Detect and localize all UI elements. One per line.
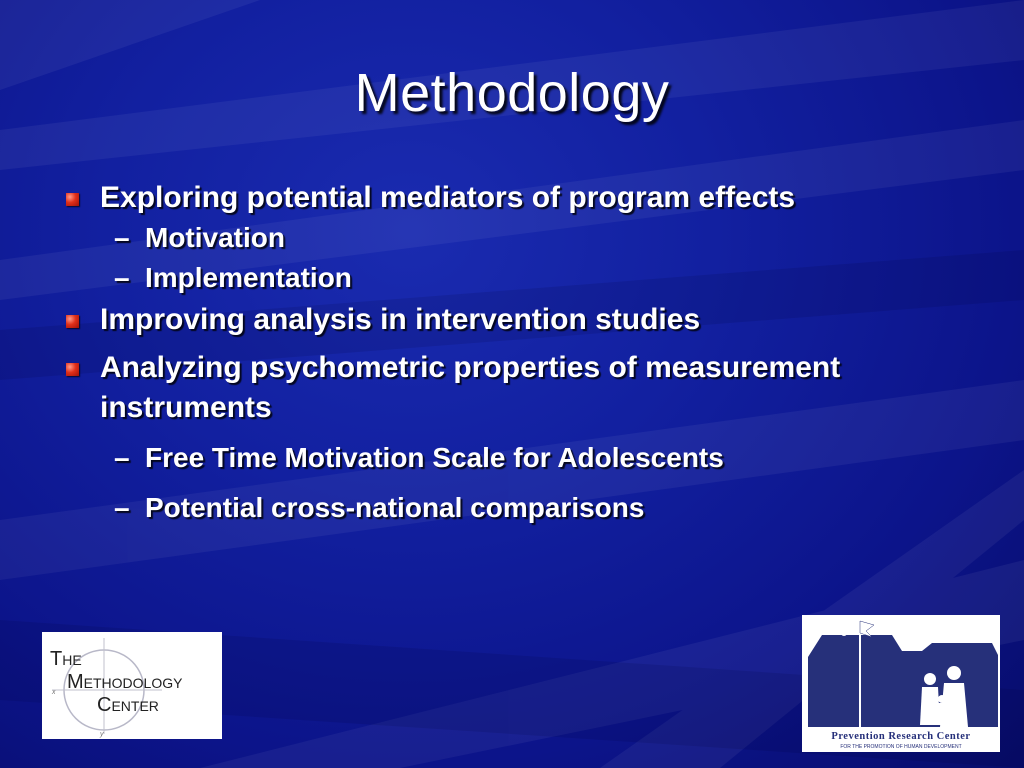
bullet-item — [60, 178, 960, 218]
sub-bullet-text: Free Time Motivation Scale for Adolescents — [145, 442, 724, 473]
bullet-text: Exploring potential mediators of program effects — [100, 181, 796, 214]
bullet-item — [60, 348, 960, 428]
sub-bullet-item — [60, 218, 960, 258]
prevention-research-center-logo — [802, 615, 1000, 752]
methodology-center-logo-graphic — [42, 632, 222, 739]
sub-bullet-text: Potential cross-national comparisons — [145, 492, 645, 523]
prevention-research-center-logo-graphic — [802, 615, 1000, 752]
bullet-text-line1: Analyzing psychometric properties of measurement — [100, 351, 841, 384]
bullet-item — [60, 300, 960, 340]
sub-bullet-text: Implementation — [145, 262, 352, 293]
logo-text-prevention-research-center: Prevention Research Center — [831, 731, 971, 742]
logo-axis-y: y — [100, 731, 104, 738]
sub-bullet-item — [60, 488, 960, 528]
methodology-center-logo — [42, 632, 222, 739]
sub-bullet-item — [60, 438, 960, 478]
dash-marker: – — [114, 442, 130, 473]
bullet-list — [60, 178, 960, 528]
bullet-square-icon — [66, 193, 79, 206]
dash-marker: – — [114, 262, 130, 293]
bullet-text-line2: instruments — [100, 391, 272, 424]
logo-text-the: The — [50, 648, 82, 670]
dash-marker: – — [114, 222, 130, 253]
bullet-square-icon — [66, 315, 79, 328]
logo-axis-x: x — [52, 689, 56, 696]
sub-bullet-item — [60, 258, 960, 298]
bullet-text: Improving analysis in intervention studies — [100, 303, 701, 336]
sub-bullet-text: Motivation — [145, 222, 285, 253]
dash-marker: – — [114, 492, 130, 523]
logo-text-center: Center — [97, 694, 159, 716]
logo-text-methodology: Methodology — [67, 671, 183, 693]
logo-text-tagline: FOR THE PROMOTION OF HUMAN DEVELOPMENT — [840, 744, 962, 750]
bullet-square-icon — [66, 363, 79, 376]
slide-title: Methodology — [354, 63, 670, 123]
